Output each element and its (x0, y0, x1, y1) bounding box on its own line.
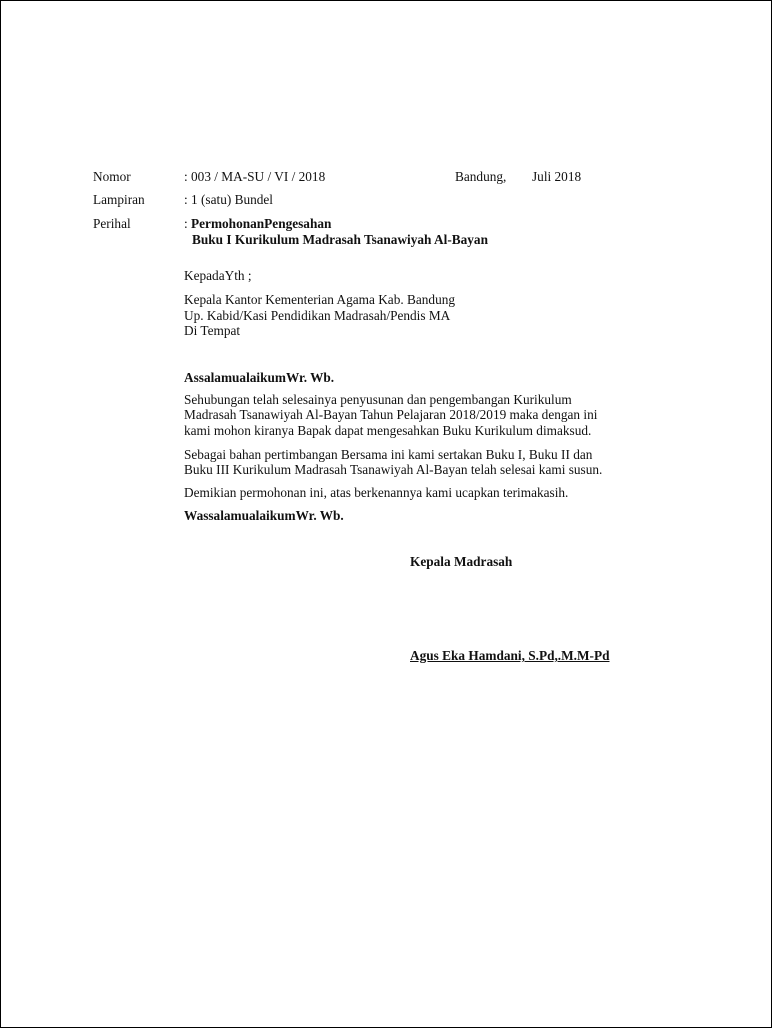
perihal-line1 (184, 216, 331, 232)
signature-name: Agus Eka Hamdani, S.Pd,.M.M-Pd (410, 648, 610, 663)
perihal-colon: : (184, 216, 192, 231)
perihal-subject: PermohonanPengesahan (191, 216, 332, 231)
paragraph-1-line-1: Sehubungan telah selesainya penyusunan dan pengembangan Kurikulum (184, 392, 572, 407)
recipient-line3: Di Tempat (184, 323, 241, 338)
greeting: AssalamualaikumWr. Wb. (184, 370, 335, 385)
paragraph-3: Demikian permohonan ini, atas berkenannya kami ucapkan terimakasih. (184, 485, 569, 500)
signature-title: Kepala Madrasah (410, 554, 513, 569)
letter-date: Juli 2018 (532, 169, 582, 184)
perihal-line2: Buku I Kurikulum Madrasah Tsanawiyah Al-Bayan (192, 232, 488, 247)
recipient-line2: Up. Kabid/Kasi Pendidikan Madrasah/Pendis MA (184, 308, 451, 323)
paragraph-1-line-2: Madrasah Tsanawiyah Al-Bayan Tahun Pelajaran 2018/2019 maka dengan ini (184, 407, 598, 422)
paragraph-2-line-1: Sebagai bahan pertimbangan Bersama ini kami sertakan Buku I, Buku II dan (184, 447, 593, 462)
paragraph-2-line-2: Buku III Kurikulum Madrasah Tsanawiyah Al-Bayan telah selesai kami susun. (184, 462, 603, 477)
recipient-line1: Kepala Kantor Kementerian Agama Kab. Bandung (184, 292, 456, 307)
paragraph-1-line-3: kami mohon kiranya Bapak dapat mengesahkan Buku Kurikulum dimaksud. (184, 423, 592, 438)
recipient-salutation: KepadaYth ; (184, 268, 252, 283)
nomor-label: Nomor (93, 169, 131, 184)
closing: WassalamualaikumWr. Wb. (184, 508, 344, 523)
lampiran-value: : 1 (satu) Bundel (184, 192, 274, 207)
nomor-value: : 003 / MA-SU / VI / 2018 (184, 169, 326, 184)
letter-place: Bandung, (455, 169, 507, 184)
perihal-label: Perihal (93, 216, 131, 231)
lampiran-label: Lampiran (93, 192, 145, 207)
